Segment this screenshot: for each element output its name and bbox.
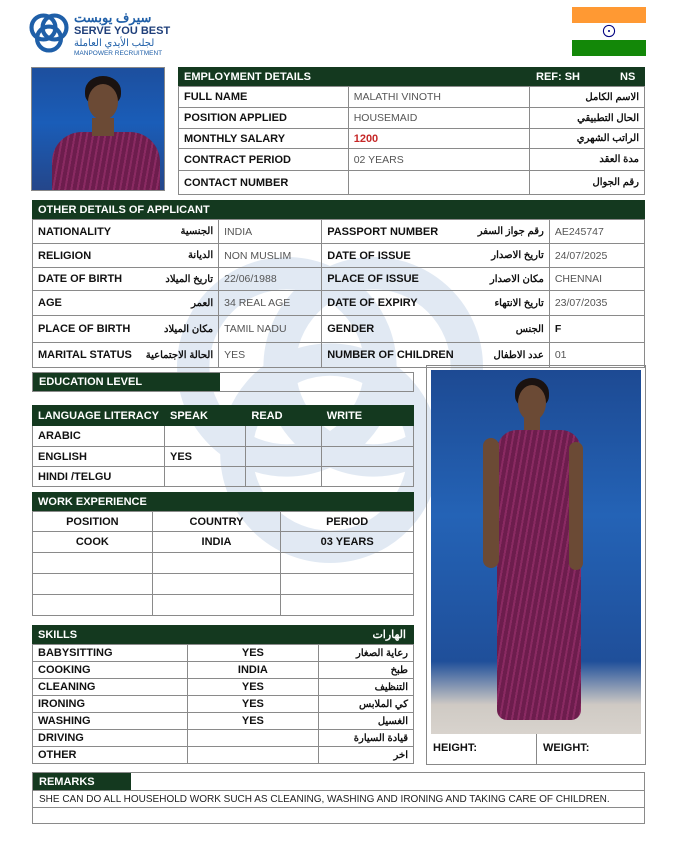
table-row — [33, 747, 414, 764]
position-header: POSITION — [33, 512, 153, 532]
language-write — [321, 467, 413, 487]
other-details-table — [32, 219, 645, 368]
date-of-expiry-arabic: تاريخ الانتهاء — [459, 291, 550, 316]
passport-arabic: رقم جواز السفر — [459, 220, 550, 244]
skill-value: YES — [187, 645, 319, 662]
work-period: 03 YEARS — [281, 532, 414, 553]
logo-sub: MANPOWER RECRUITMENT — [74, 50, 163, 57]
table-header-row — [33, 512, 414, 532]
education-level-row — [32, 372, 414, 392]
skill-arabic: التنظيف — [319, 679, 414, 696]
table-row — [33, 343, 645, 368]
table-row — [33, 679, 414, 696]
language-read — [246, 447, 321, 467]
work-country — [152, 574, 281, 595]
table-row — [33, 730, 414, 747]
table-row — [33, 426, 414, 447]
children-arabic: عدد الاطفال — [459, 343, 550, 368]
children-label: NUMBER OF CHILDREN — [322, 343, 459, 368]
place-of-issue-arabic: مكان الاصدار — [459, 268, 550, 291]
full-name-label: FULL NAME — [179, 87, 349, 108]
place-of-birth-arabic: مكان الميلاد — [137, 316, 219, 343]
marital-status-label: MARITAL STATUS — [33, 343, 137, 368]
skill-value — [187, 730, 319, 747]
skill-arabic: رعاية الصغار — [319, 645, 414, 662]
employment-details-header — [178, 67, 645, 86]
place-of-birth-label: PLACE OF BIRTH — [33, 316, 137, 343]
date-of-issue-label: DATE OF ISSUE — [322, 244, 459, 268]
table-row — [33, 268, 645, 291]
table-header-row — [33, 406, 414, 426]
skill-name: IRONING — [33, 696, 188, 713]
contract-label: CONTRACT PERIOD — [179, 149, 349, 171]
language-write — [321, 426, 413, 447]
work-country — [152, 553, 281, 574]
work-country: INDIA — [152, 532, 281, 553]
skill-arabic: طبخ — [319, 662, 414, 679]
skill-name: DRIVING — [33, 730, 188, 747]
logo-arabic-name: سيرف يوبست — [74, 10, 152, 25]
language-read — [246, 467, 321, 487]
ref-label: REF: SH — [536, 70, 580, 83]
skill-value: YES — [187, 679, 319, 696]
language-name: ARABIC — [33, 426, 165, 447]
work-period — [281, 553, 414, 574]
skills-table — [32, 644, 414, 764]
passport-value: AE245747 — [549, 220, 644, 244]
table-row — [33, 553, 414, 574]
age-arabic: العمر — [137, 291, 219, 316]
date-of-expiry-value: 23/07/2035 — [549, 291, 644, 316]
work-experience-title: WORK EXPERIENCE — [38, 495, 147, 508]
dob-label: DATE OF BIRTH — [33, 268, 137, 291]
company-logo — [26, 10, 186, 60]
ref-suffix: NS — [620, 70, 636, 83]
contract-value: 02 YEARS — [348, 149, 530, 171]
dob-arabic: تاريخ الميلاد — [137, 268, 219, 291]
table-row — [179, 129, 645, 149]
language-speak — [165, 467, 246, 487]
table-row — [33, 696, 414, 713]
table-row — [179, 87, 645, 108]
work-country — [152, 595, 281, 616]
table-row — [33, 532, 414, 553]
logo-name: SERVE YOU BEST — [74, 25, 171, 37]
work-period — [281, 595, 414, 616]
skill-name: CLEANING — [33, 679, 188, 696]
date-of-issue-arabic: تاريخ الاصدار — [459, 244, 550, 268]
age-value: 34 REAL AGE — [219, 291, 322, 316]
table-row — [33, 595, 414, 616]
salary-value: 1200 — [348, 129, 530, 149]
gender-label: GENDER — [322, 316, 459, 343]
applicant-full-photo — [431, 370, 641, 734]
full-name-value: MALATHI VINOTH — [348, 87, 530, 108]
table-row — [33, 447, 414, 467]
skill-value: YES — [187, 713, 319, 730]
salary-arabic: الراتب الشهري — [530, 129, 645, 149]
ashoka-chakra-icon — [602, 24, 616, 38]
skill-arabic: كي الملابس — [319, 696, 414, 713]
contact-label: CONTACT NUMBER — [179, 171, 349, 195]
salary-label: MONTHLY SALARY — [179, 129, 349, 149]
height-label: HEIGHT: — [433, 742, 477, 754]
language-read — [246, 426, 321, 447]
skill-value: INDIA — [187, 662, 319, 679]
gender-value: F — [549, 316, 644, 343]
other-details-title: OTHER DETAILS OF APPLICANT — [38, 203, 210, 216]
full-name-arabic: الاسم الكامل — [530, 87, 645, 108]
work-position — [33, 553, 153, 574]
remarks-header — [33, 773, 131, 790]
date-of-expiry-label: DATE OF EXPIRY — [322, 291, 459, 316]
table-row — [33, 574, 414, 595]
skill-name: BABYSITTING — [33, 645, 188, 662]
table-row — [33, 645, 414, 662]
table-row — [179, 171, 645, 195]
read-header: READ — [246, 406, 321, 426]
write-header: WRITE — [321, 406, 413, 426]
table-row — [33, 467, 414, 487]
skill-arabic: اخر — [319, 747, 414, 764]
education-level-title: EDUCATION LEVEL — [39, 376, 143, 388]
religion-value: NON MUSLIM — [219, 244, 322, 268]
table-row — [33, 316, 645, 343]
dob-value: 22/06/1988 — [219, 268, 322, 291]
period-header: PERIOD — [281, 512, 414, 532]
language-literacy-header: LANGUAGE LITERACY — [33, 406, 165, 426]
skill-name: WASHING — [33, 713, 188, 730]
table-row — [33, 713, 414, 730]
skill-arabic: قيادة السيارة — [319, 730, 414, 747]
table-row — [33, 220, 645, 244]
skill-name: OTHER — [33, 747, 188, 764]
india-flag — [572, 7, 646, 56]
speak-header: SPEAK — [165, 406, 246, 426]
nationality-label: NATIONALITY — [33, 220, 137, 244]
skill-arabic: الغسيل — [319, 713, 414, 730]
table-row — [33, 291, 645, 316]
religion-label: RELIGION — [33, 244, 137, 268]
contact-value — [348, 171, 530, 195]
work-experience-header — [32, 492, 414, 511]
skill-value: YES — [187, 696, 319, 713]
skills-title-arabic: الهارات — [372, 629, 406, 641]
remarks-title: REMARKS — [39, 775, 95, 788]
religion-arabic: الديانة — [137, 244, 219, 268]
date-of-issue-value: 24/07/2025 — [549, 244, 644, 268]
skill-name: COOKING — [33, 662, 188, 679]
work-position — [33, 574, 153, 595]
remarks-box — [32, 772, 645, 824]
work-experience-table — [32, 511, 414, 616]
full-length-photo-frame — [426, 365, 646, 765]
skill-value — [187, 747, 319, 764]
nationality-value: INDIA — [219, 220, 322, 244]
nationality-arabic: الجنسية — [137, 220, 219, 244]
logo-rings-icon — [26, 10, 72, 56]
table-row — [33, 662, 414, 679]
table-row — [179, 149, 645, 171]
applicant-portrait-photo — [31, 67, 165, 191]
employment-details-table — [178, 86, 645, 195]
table-row — [179, 108, 645, 129]
language-name: HINDI /TELGU — [33, 467, 165, 487]
position-arabic: الحال التطبيقي — [530, 108, 645, 129]
place-of-issue-value: CHENNAI — [549, 268, 644, 291]
other-details-header — [32, 200, 645, 219]
education-level-header — [33, 373, 220, 391]
language-name: ENGLISH — [33, 447, 165, 467]
language-literacy-table — [32, 405, 414, 487]
language-write — [321, 447, 413, 467]
employment-details-title: EMPLOYMENT DETAILS — [184, 70, 311, 83]
work-position — [33, 595, 153, 616]
skills-header — [32, 625, 414, 644]
gender-arabic: الجنس — [459, 316, 550, 343]
language-speak — [165, 426, 246, 447]
weight-label: WEIGHT: — [543, 742, 590, 754]
position-value: HOUSEMAID — [348, 108, 530, 129]
position-label: POSITION APPLIED — [179, 108, 349, 129]
remarks-text: SHE CAN DO ALL HOUSEHOLD WORK SUCH AS CLEANING, WASHING AND IRONING AND TAKING CARE OF CHILDREN. — [39, 794, 610, 805]
skills-title: SKILLS — [38, 628, 78, 641]
logo-arabic-sub: لجلب الأيدي العاملة — [74, 38, 155, 49]
place-of-birth-value: TAMIL NADU — [219, 316, 322, 343]
children-value: 01 — [549, 343, 644, 368]
passport-label: PASSPORT NUMBER — [322, 220, 459, 244]
marital-status-value: YES — [219, 343, 322, 368]
country-header: COUNTRY — [152, 512, 281, 532]
place-of-issue-label: PLACE OF ISSUE — [322, 268, 459, 291]
language-speak: YES — [165, 447, 246, 467]
contract-arabic: مدة العقد — [530, 149, 645, 171]
contact-arabic: رقم الجوال — [530, 171, 645, 195]
age-label: AGE — [33, 291, 137, 316]
marital-status-arabic: الحالة الاجتماعية — [137, 343, 219, 368]
work-position: COOK — [33, 532, 153, 553]
work-period — [281, 574, 414, 595]
table-row — [33, 244, 645, 268]
